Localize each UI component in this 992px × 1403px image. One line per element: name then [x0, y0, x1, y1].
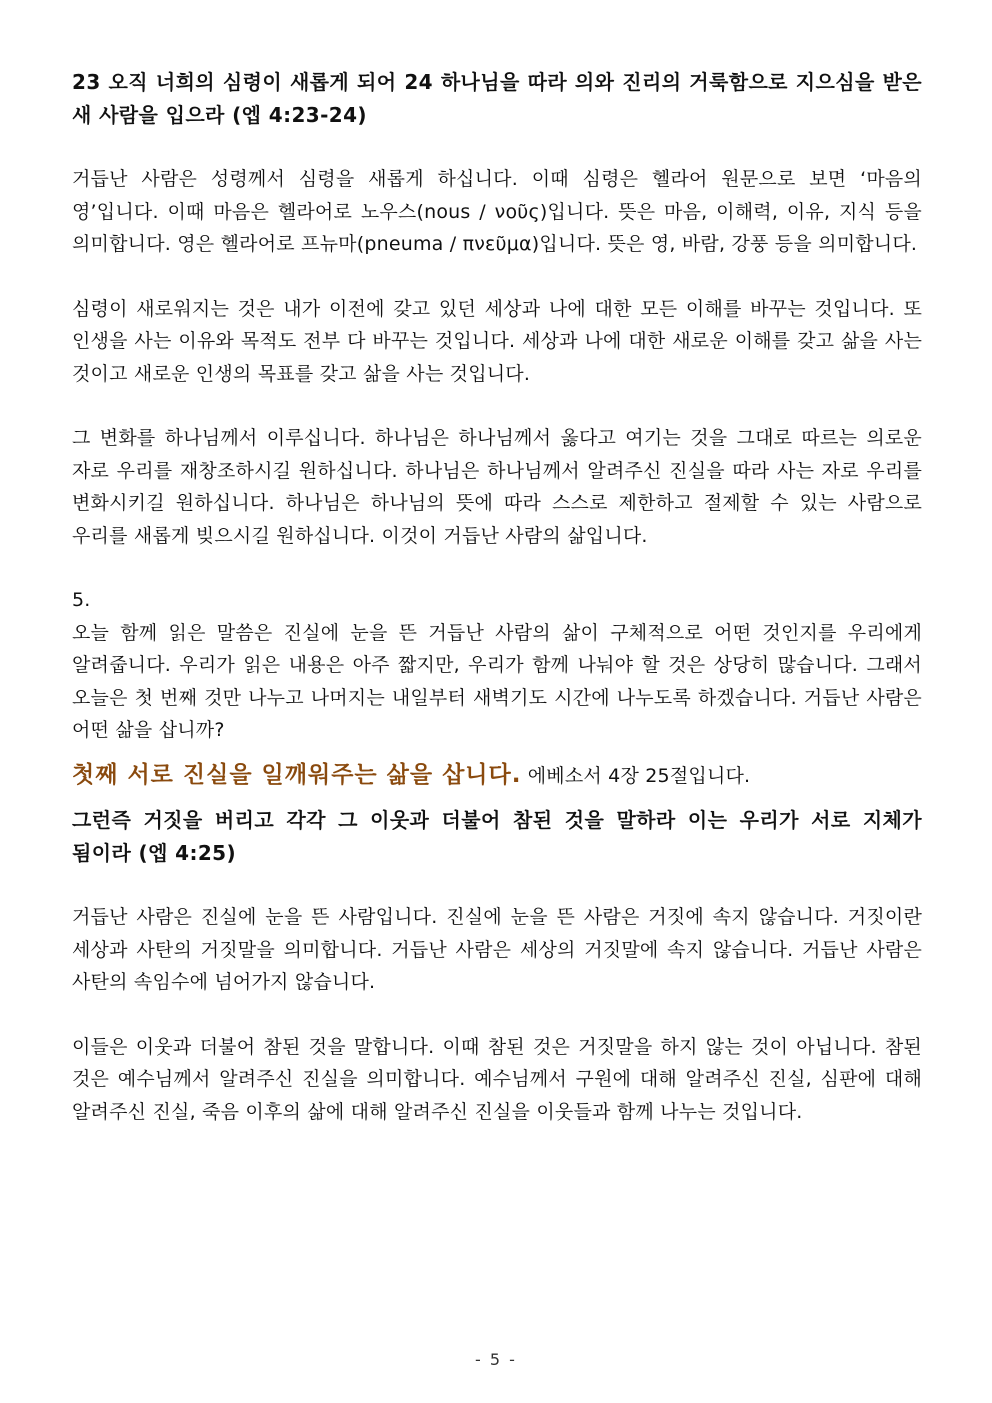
section-heading-line	[72, 759, 922, 793]
paragraph-speak-truth: 이들은 이웃과 더불어 참된 것을 말합니다. 이때 참된 것은 거짓말을 하지 않는 것이 아닙니다. 참된 것은 예수님께서 알려주신 진실을 의미합니다. 예수님께서 구원에 대해 알려주신 진실, 심판에 대해 알려주신 진실, 죽음 이후의 삶에 대해 알려주신 진실을 이웃들과 함께 나누는 것입니다.	[72, 1035, 922, 1123]
paragraph-spirit-renewal: 거듭난 사람은 성령께서 심령을 새롭게 하십니다. 이때 심령은 헬라어 원문으로 보면 ‘마음의 영’입니다. 이때 마음은 헬라어로 노우스(nous / νοῦς)입니다. 뜻은 마음, 이해력, 이유, 지식 등을 의미합니다. 영은 헬라어로 프뉴마(pneuma / πνεῦμα)입니다. 뜻은 영, 바람, 강풍 등을 의미합니다.	[72, 168, 922, 255]
heading-reference: 에베소서 4장 25절입니다.	[521, 764, 751, 787]
section-number: 5.	[72, 589, 91, 611]
paragraph-eyes-opened: 거듭난 사람은 진실에 눈을 뜬 사람입니다. 진실에 눈을 뜬 사람은 거짓에 속지 않습니다. 거짓이란 세상과 사탄의 거짓말을 의미합니다. 거듭난 사람은 세상의 거짓말에 속지 않습니다. 거듭난 사람은 사탄의 속임수에 넘어가지 않습니다.	[72, 906, 922, 993]
scripture-verse-eph-4-25: 그런즉 거짓을 버리고 각각 그 이웃과 더불어 참된 것을 말하라 이는 우리가 서로 지체가 됨이라 (엡 4:25)	[72, 808, 922, 865]
document-page	[72, 66, 922, 1128]
paragraph-intro-today: 오늘 함께 읽은 말씀은 진실에 눈을 뜬 거듭난 사람의 삶이 구체적으로 어떤 것인지를 우리에게 알려줍니다. 우리가 읽은 내용은 아주 짧지만, 우리가 함께 나눠야 할 것은 상당히 많습니다. 그래서 오늘은 첫 번째 것만 나누고 나머지는 내일부터 새벽기도 시간에 나누도록 하겠습니다. 거듭난 사람은 어떤 삶을 삽니까?	[72, 621, 922, 741]
page-number: - 5 -	[475, 1350, 517, 1369]
scripture-verse-eph-4-23-24: 23 오직 너희의 심령이 새롭게 되어 24 하나님을 따라 의와 진리의 거룩함으로 지으심을 받은 새 사람을 입으라 (엡 4:23-24)	[72, 70, 922, 127]
section-heading-first: 첫째 서로 진실을 일깨워주는 삶을 삽니다.	[72, 761, 522, 788]
paragraph-god-transforms: 그 변화를 하나님께서 이루십니다. 하나님은 하나님께서 옳다고 여기는 것을 그대로 따르는 의로운 자로 우리를 재창조하시길 원하십니다. 하나님은 하나님께서 알려주신 진실을 따라 사는 자로 우리를 변화시키길 원하십니다. 하나님은 하나님의 뜻에 따라 스스로 제한하고 절제할 수 있는 사람으로 우리를 새롭게 빚으시길 원하십니다. 이것이 거듭난 사람의 삶입니다.	[72, 427, 922, 547]
paragraph-renewed-mind: 심령이 새로워지는 것은 내가 이전에 갖고 있던 세상과 나에 대한 모든 이해를 바꾸는 것입니다. 또 인생을 사는 이유와 목적도 전부 다 바꾸는 것입니다. 세상과 나에 대한 새로운 이해를 갖고 삶을 사는 것이고 새로운 인생의 목표를 갖고 삶을 사는 것입니다.	[72, 297, 922, 385]
